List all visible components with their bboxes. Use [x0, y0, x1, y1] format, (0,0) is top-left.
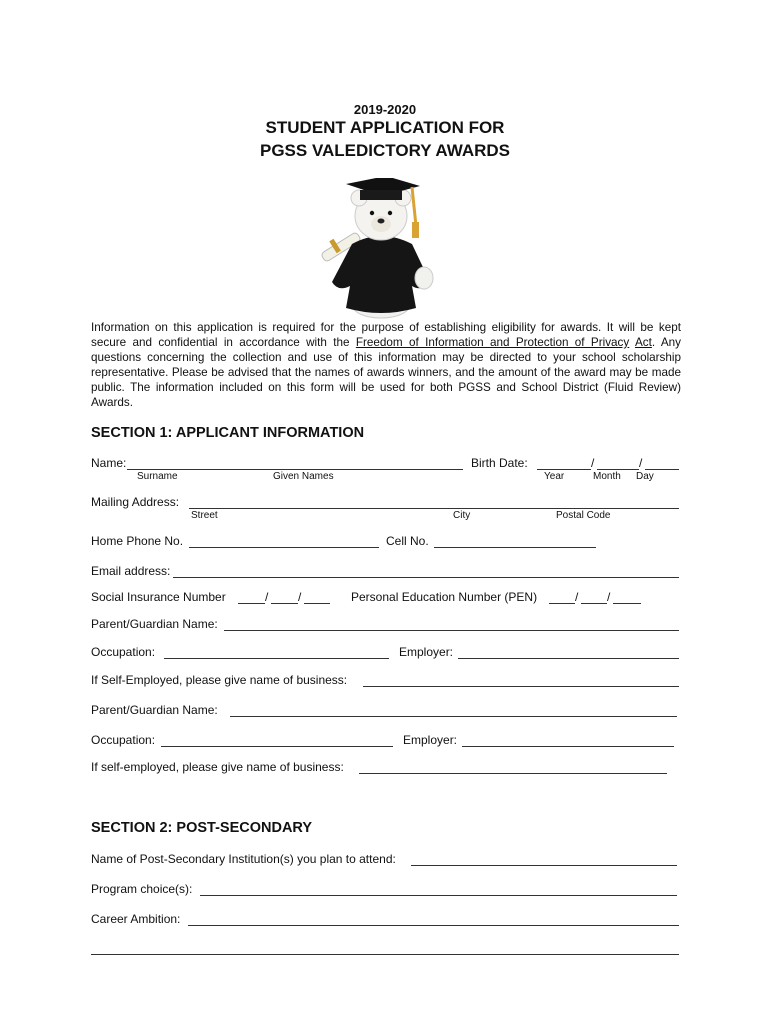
section-1-heading: SECTION 1: APPLICANT INFORMATION: [91, 425, 365, 441]
guardian-2-name-field[interactable]: [230, 703, 677, 717]
employer-2-label: Employer:: [403, 733, 458, 747]
pen-separator: /: [607, 590, 611, 604]
employer-2-field[interactable]: [462, 733, 674, 747]
cell-label: Cell No.: [386, 534, 429, 548]
occupation-1-label: Occupation:: [91, 645, 156, 659]
self-employed-1-label: If Self-Employed, please give name of business:: [91, 673, 348, 687]
self-employed-2-label: If self-employed, please give name of business:: [91, 760, 344, 774]
occupation-1-field[interactable]: [164, 645, 389, 659]
birth-day-field[interactable]: [645, 456, 679, 470]
employer-1-field[interactable]: [458, 645, 679, 659]
pen-label: Personal Education Number (PEN): [351, 590, 538, 604]
mailing-address-label: Mailing Address:: [91, 495, 180, 509]
caption-street: Street: [191, 510, 218, 521]
caption-year: Year: [544, 471, 565, 482]
sin-part-2-field[interactable]: [271, 590, 298, 604]
cell-field[interactable]: [434, 534, 596, 548]
sin-label: Social Insurance Number: [91, 590, 226, 604]
guardian-1-name-field[interactable]: [224, 617, 679, 631]
program-choice-field[interactable]: [200, 882, 677, 896]
career-ambition-continuation-field[interactable]: [91, 941, 679, 955]
self-employed-1-field[interactable]: [363, 673, 679, 687]
form-title-line-1: STUDENT APPLICATION FOR: [265, 118, 505, 137]
caption-city: City: [453, 510, 471, 521]
home-phone-label: Home Phone No.: [91, 534, 184, 548]
sin-part-3-field[interactable]: [304, 590, 330, 604]
home-phone-field[interactable]: [189, 534, 379, 548]
guardian-2-name-label: Parent/Guardian Name:: [91, 703, 218, 717]
pen-part-1-field[interactable]: [549, 590, 575, 604]
sin-separator: /: [298, 590, 302, 604]
form-title-line-2: PGSS VALEDICTORY AWARDS: [259, 141, 510, 160]
caption-month: Month: [593, 471, 621, 482]
section-2-heading: SECTION 2: POST-SECONDARY: [91, 820, 313, 836]
foippa-link-text: Freedom of Information and Protection of Privacy: [355, 336, 630, 349]
act-link-text: Act: [634, 336, 652, 349]
occupation-2-label: Occupation:: [91, 733, 156, 747]
mailing-address-field[interactable]: [189, 495, 679, 509]
institution-label: Name of Post-Secondary Institution(s) you plan to attend:: [91, 852, 396, 866]
program-choice-label: Program choice(s):: [91, 882, 193, 896]
name-field[interactable]: [127, 456, 463, 470]
career-ambition-label: Career Ambition:: [91, 912, 181, 926]
sin-part-1-field[interactable]: [238, 590, 265, 604]
date-separator: /: [639, 456, 643, 470]
self-employed-2-field[interactable]: [359, 760, 667, 774]
pen-separator: /: [575, 590, 579, 604]
birth-date-label: Birth Date:: [471, 456, 528, 470]
sin-separator: /: [265, 590, 269, 604]
career-ambition-field[interactable]: [188, 912, 679, 926]
date-separator: /: [591, 456, 595, 470]
guardian-1-name-label: Parent/Guardian Name:: [91, 617, 218, 631]
form-year: 2019-2020: [353, 102, 417, 117]
privacy-notice: Information on this application is required for the purpose of establishing eligibility for awards. It will be kept secure and confidential in accordance with the Freedom of Information and Protection of Privacy Act. Any questions concerning the collection and use of this information may be directed to your school scholarship representative. Please be advised that the names of awards winners, and the amount of the award may be made public. The information included on this form will be used for both PGSS and School District (Fluid Review) Awards.: [91, 321, 681, 409]
birth-year-field[interactable]: [537, 456, 591, 470]
caption-given-names: Given Names: [273, 471, 334, 482]
caption-surname: Surname: [137, 471, 178, 482]
graduation-bear-image: [312, 178, 450, 320]
pen-part-3-field[interactable]: [613, 590, 641, 604]
email-field[interactable]: [173, 564, 679, 578]
caption-day: Day: [636, 471, 654, 482]
birth-month-field[interactable]: [597, 456, 639, 470]
caption-postal-code: Postal Code: [556, 510, 611, 521]
email-label: Email address:: [91, 564, 171, 578]
name-label: Name:: [91, 456, 127, 470]
institution-field[interactable]: [411, 852, 677, 866]
employer-1-label: Employer:: [399, 645, 454, 659]
occupation-2-field[interactable]: [161, 733, 393, 747]
pen-part-2-field[interactable]: [581, 590, 607, 604]
